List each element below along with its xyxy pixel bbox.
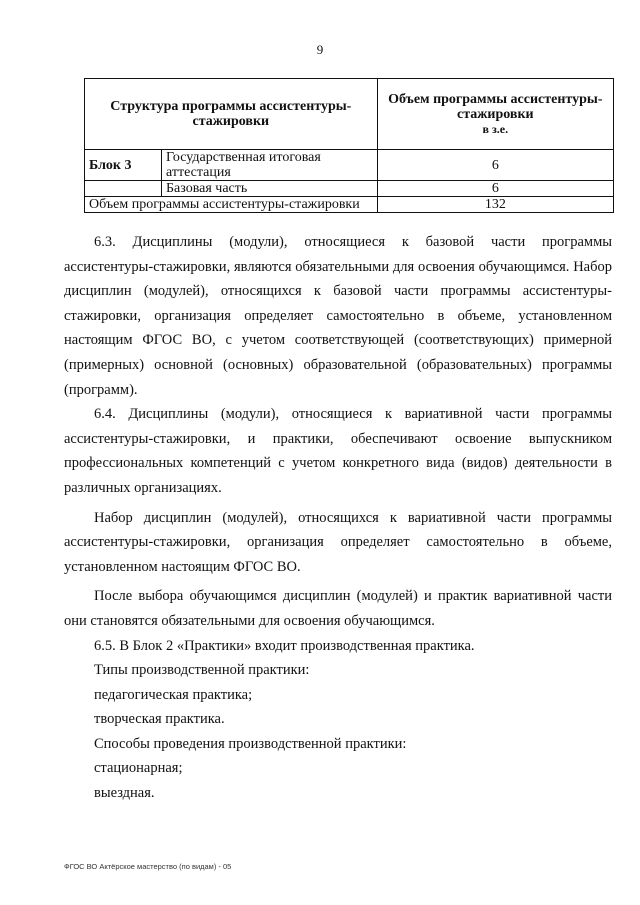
table-row [85,150,614,181]
page-number: 9 [316,42,324,57]
table-header-row [85,79,614,150]
paragraph-6-3: 6.3. Дисциплины (модули), относящиеся к базовой части программы ассистентуры-стажировки, являются обязательными для освоения обучающимся. Набор дисциплин (модулей), относящихся к базовой части программы ассистентуры-стажировки, организация определяет самостоятельно в объеме, установленном настоящим ФГОС ВО, с учетом соответствующей (соответствующих) примерной (примерных) основной (основных) образовательной (образовательных) программы (программ). [64,234,612,398]
paragraph-6-5: 6.5. В Блок 2 «Практики» входит производственная практика. [94,637,475,654]
list-line: творческая практика. [94,711,225,728]
row-value: 6 [377,181,613,197]
list-line: стационарная; [94,760,183,777]
list-line: Типы производственной практики: [94,662,310,679]
document-footer: ФГОС ВО Актёрское мастерство (по видам) - 05 [64,862,232,871]
row-value: 6 [377,150,613,181]
paragraph-variative-set: Набор дисциплин (модулей), относящихся к вариативной части программы ассистентуры-стажировки, организация определяет самостоятельно в объеме, установленном настоящим ФГОС ВО. [64,509,612,575]
header-volume-label: Объем программы ассистентуры-стажировки [388,91,603,122]
paragraph-6-4: 6.4. Дисциплины (модули), относящиеся к вариативной части программы ассистентуры-стажировки, и практики, обеспечивают освоение выпускником профессиональных компетенций с учетом конкретного вида (видов) деятельности в различных организациях. [64,406,612,496]
total-value: 132 [377,197,613,213]
block-label [85,181,162,197]
list-line: Способы проведения производственной практики: [94,735,407,752]
table-row [85,181,614,197]
list-line: педагогическая практика; [94,686,253,703]
header-volume [377,79,613,150]
header-unit: в з.е. [482,121,509,136]
row-name: Государственная итоговая аттестация [162,150,378,181]
table-total-row [85,197,614,213]
list-line: выездная. [94,785,155,802]
header-structure: Структура программы ассистентуры-стажировки [85,79,378,150]
document-body [64,230,612,806]
total-label: Объем программы ассистентуры-стажировки [85,197,378,213]
block-label: Блок 3 [85,150,162,181]
program-structure-table [84,78,614,213]
paragraph-after-choice: После выбора обучающимся дисциплин (модулей) и практик вариативной части они становятся обязательными для освоения обучающимся. [64,588,612,629]
row-name: Базовая часть [162,181,378,197]
